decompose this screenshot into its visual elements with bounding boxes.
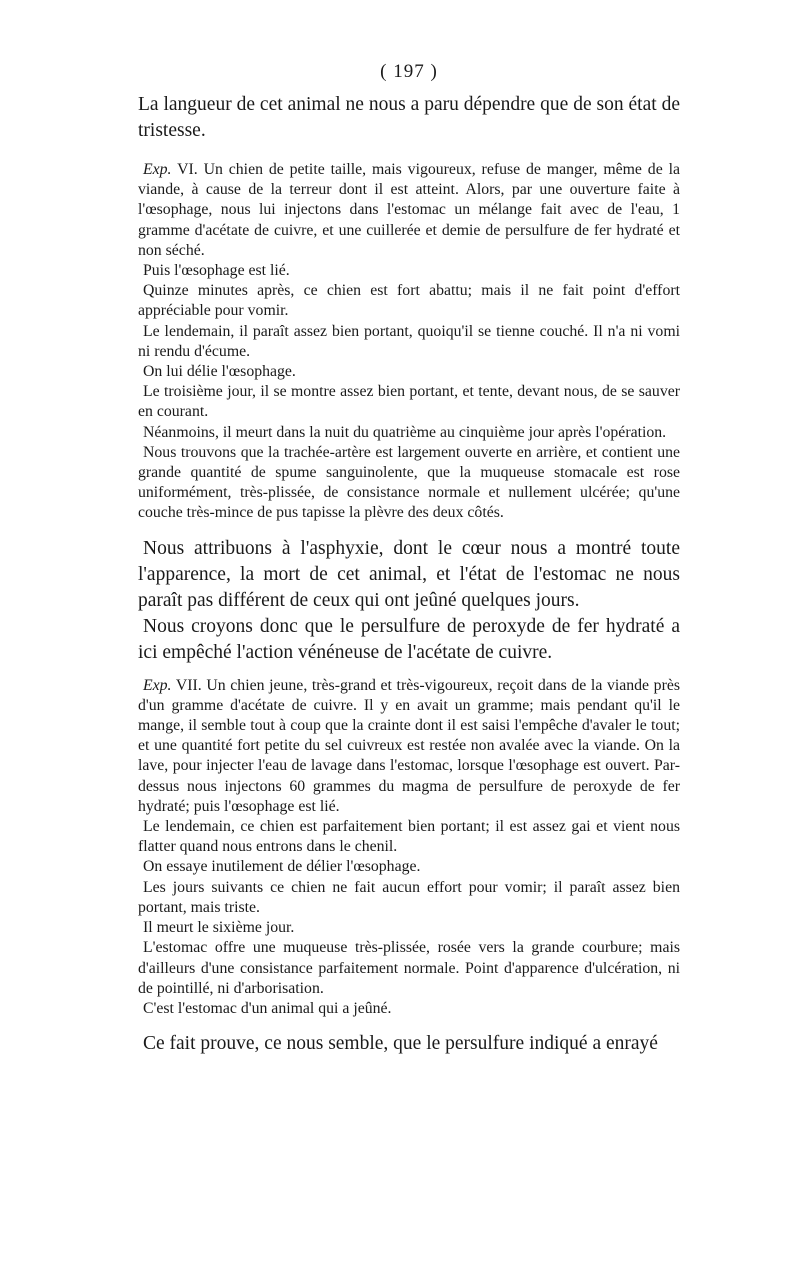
paragraph-essaye: On essaye inutilement de délier l'œsophage. — [143, 858, 421, 876]
paragraph-jours-suivants: Les jours suivants ce chien ne fait aucun effort pour vomir; il paraît assez bien portant, mais triste. — [138, 878, 680, 916]
paragraph-oesophage-lie: Puis l'œsophage est lié. — [143, 262, 290, 280]
paragraph-meurt: Il meurt le sixième jour. — [143, 919, 295, 937]
paragraph-neanmoins: Néanmoins, il meurt dans la nuit du quatrième au cinquième jour après l'opération. — [143, 423, 667, 441]
experiment-label: Exp. — [143, 161, 172, 178]
paragraph-fait-prouve: Ce fait prouve, ce nous semble, que le persulfure indiqué a enrayé — [143, 1033, 658, 1055]
experiment-label: Exp. — [143, 676, 172, 694]
paragraph-estomac: L'estomac offre une muqueuse très-plissée, rosée vers la grande courbure; mais d'ailleurs d'une consistance parfaitement normale. Point d'apparence d'ulcération, ni de pointillé, ni d'arborisation. — [138, 939, 680, 997]
page-number: ( 197 ) — [380, 61, 438, 82]
experiment-6-text: VI. Un chien de petite taille, mais vigoureux, refuse de manger, même de la viande, à cause de la terreur dont il est atteint. Alors, par une ouverture faite à l'œsophage, nous lui injectons dans l'estomac un mélange fait avec de l'eau, 1 gramme d'acétate de cuivre, et une cuillerée et demie de persulfure de fer hydraté et non séché. — [138, 161, 680, 259]
paragraph-lendemain: Le lendemain, il paraît assez bien portant, quoiqu'il se tienne couché. Il n'a ni vomi ni rendu d'écume. — [138, 322, 680, 360]
paragraph-conclusion: Nous croyons donc que le persulfure de peroxyde de fer hydraté a ici empêché l'action vénéneuse de l'acétate de cuivre. — [138, 615, 680, 663]
paragraph-jeune: C'est l'estomac d'un animal qui a jeûné. — [143, 999, 392, 1017]
paragraph-quinze-minutes: Quinze minutes après, ce chien est fort abattu; mais il ne fait point d'effort appréciable pour vomir. — [138, 282, 680, 320]
paragraph-experiment-6 — [138, 160, 680, 261]
paragraph-experiment-7 — [138, 676, 680, 817]
book-page — [138, 58, 680, 1057]
paragraph-langueur: La langueur de cet animal ne nous a paru dépendre que de son état de tristesse. — [138, 94, 680, 141]
paragraph-asphyxie: Nous attribuons à l'asphyxie, dont le cœur nous a montré toute l'apparence, la mort de cet animal, et l'état de l'estomac ne nous paraît pas différent de ceux qui ont jeûné quelques jours. — [138, 537, 680, 611]
paragraph-troisieme-jour: Le troisième jour, il se montre assez bien portant, et tente, devant nous, de se sauver en courant. — [138, 383, 680, 421]
paragraph-lendemain-gai: Le lendemain, ce chien est parfaitement bien portant; il est assez gai et vient nous flatter quand nous entrons dans le chenil. — [138, 818, 680, 856]
experiment-7-text: VII. Un chien jeune, très-grand et très-vigoureux, reçoit dans de la viande près d'un gramme d'acétate de cuivre. Il y en avait un gramme; mais pendant qu'il le mange, il semble tout à coup que la crainte dont il est saisi l'empêche d'avaler le tout; et une quantité fort petite du sel cuivreux est restée non avalée avec la viande. On la lave, pour injecter l'eau de lavage dans l'estomac, lorsque l'œsophage est ouvert. Par-dessus nous injectons 60 grammes du magma de persulfure de peroxyde de fer hydraté; puis l'œsophage est lié. — [138, 676, 680, 815]
paragraph-delie: On lui délie l'œsophage. — [143, 363, 296, 381]
paragraph-autopsy: Nous trouvons que la trachée-artère est largement ouverte en arrière, et contient une grande quantité de spume sanguinolente, que la muqueuse stomacale est rose uniformément, très-plissée, de consistance normale et nullement ulcérée; qu'une couche très-mince de pus tapisse la plèvre des deux côtés. — [138, 443, 680, 522]
